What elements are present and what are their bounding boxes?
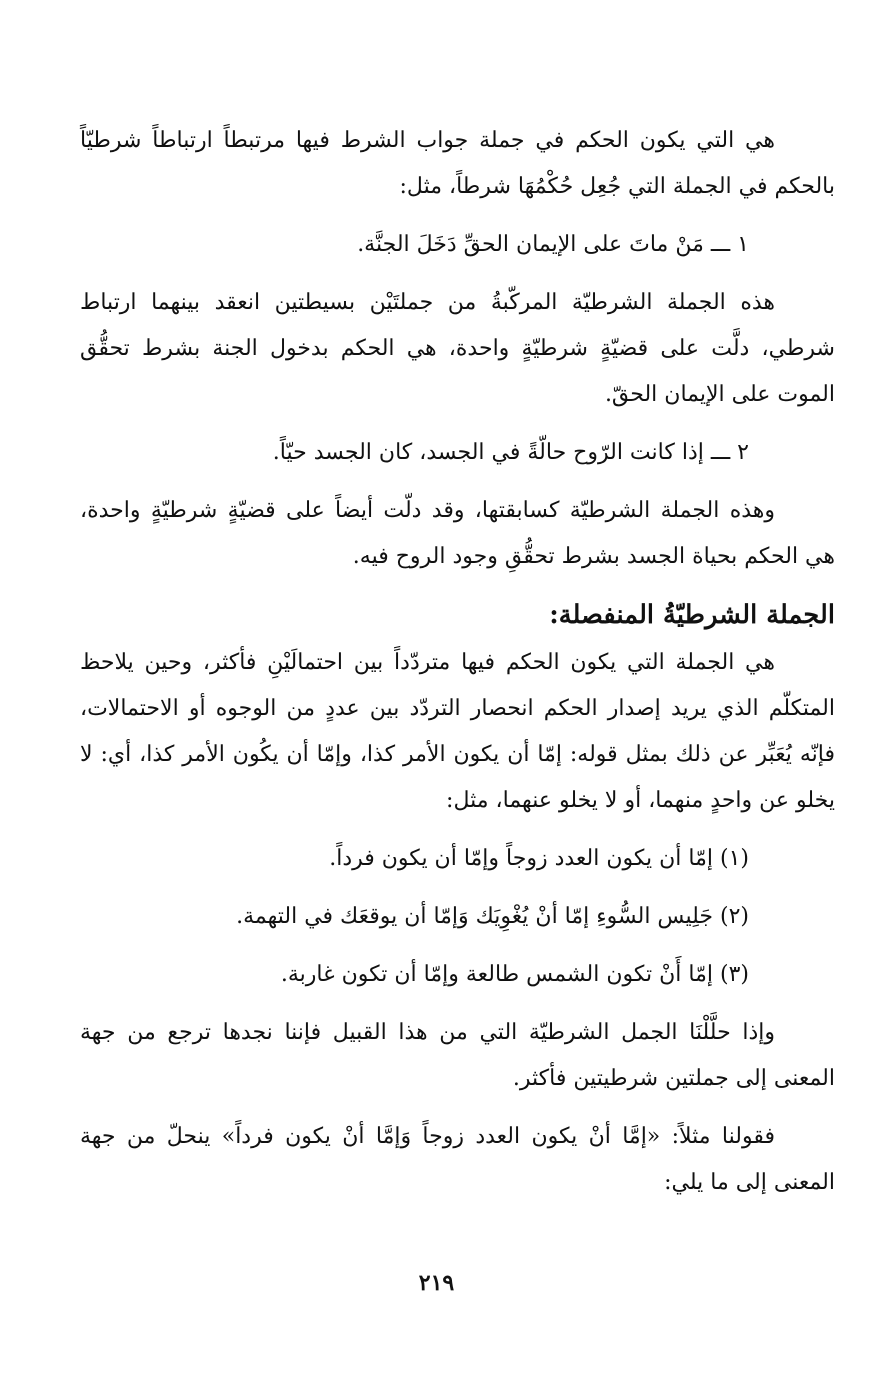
paragraph: وإذا حلَّلْنَا الجمل الشرطيّة التي من هذا القبيل فإننا نجدها ترجع من جهة المعنى إلى جملتين شرطيتين فأكثر. (80, 1020, 835, 1091)
example-sentence: ٢ ـــ إذا كانت الرّوح حالّةً في الجسد، كان الجسد حيّاً. (272, 440, 749, 465)
example-sentence: ١ ـــ مَنْ ماتَ على الإيمان الحقِّ دَخَلَ الجنَّة. (357, 232, 749, 257)
section-heading: الجملة الشرطيّةُ المنفصلة: (549, 600, 835, 630)
example-sentence: (١) إمّا أن يكون العدد زوجاً وإمّا أن يكون فرداً. (329, 846, 749, 871)
paragraph: فقولنا مثلاً: «إمَّا أنْ يكون العدد زوجاً وَإمَّا أنْ يكون فرداً» ينحلّ من جهة المعنى إلى ما يلي: (80, 1124, 835, 1195)
page-body (80, 118, 835, 1218)
paragraph: وهذه الجملة الشرطيّة كسابقتها، وقد دلّت أيضاً على قضيّةٍ شرطيّةٍ واحدة، هي الحكم بحياة الجسد بشرط تحقُّقِ وجود الروح فيه. (80, 498, 835, 569)
page-number: ٢١٩ (418, 1270, 455, 1296)
example-sentence: (٢) جَلِيس السُّوءِ إمّا أنْ يُغْوِيَك وَإمّا أن يوقعَك في التهمة. (236, 904, 749, 929)
example-sentence: (٣) إمّا أَنْ تكون الشمس طالعة وإمّا أن تكون غاربة. (280, 962, 749, 987)
paragraph: هي الجملة التي يكون الحكم فيها متردّداً بين احتمالَيْنِ فأكثر، وحين يلاحظ المتكلّم الذي يريد إصدار الحكم انحصار التردّد بين عددٍ من الوجوه أو الاحتمالات، فإنّه يُعَبِّر عن ذلك بمثل قوله: إمّا أن يكون الأمر كذا، وإمّا أن يكُون الأمر كذا، أي: لا يخلو عن واحدٍ منهما، أو لا يخلو عنهما، مثل: (80, 650, 835, 813)
paragraph: هذه الجملة الشرطيّة المركّبةُ من جملتَيْن بسيطتين انعقد بينهما ارتباط شرطي، دلَّت على قضيّةٍ شرطيّةٍ واحدة، هي الحكم بدخول الجنة بشرط تحقُّق الموت على الإيمان الحقّ. (80, 290, 835, 407)
paragraph: هي التي يكون الحكم في جملة جواب الشرط فيها مرتبطاً ارتباطاً شرطيّاً بالحكم في الجملة التي جُعِل حُكْمُهَا شرطاً، مثل: (80, 128, 835, 199)
